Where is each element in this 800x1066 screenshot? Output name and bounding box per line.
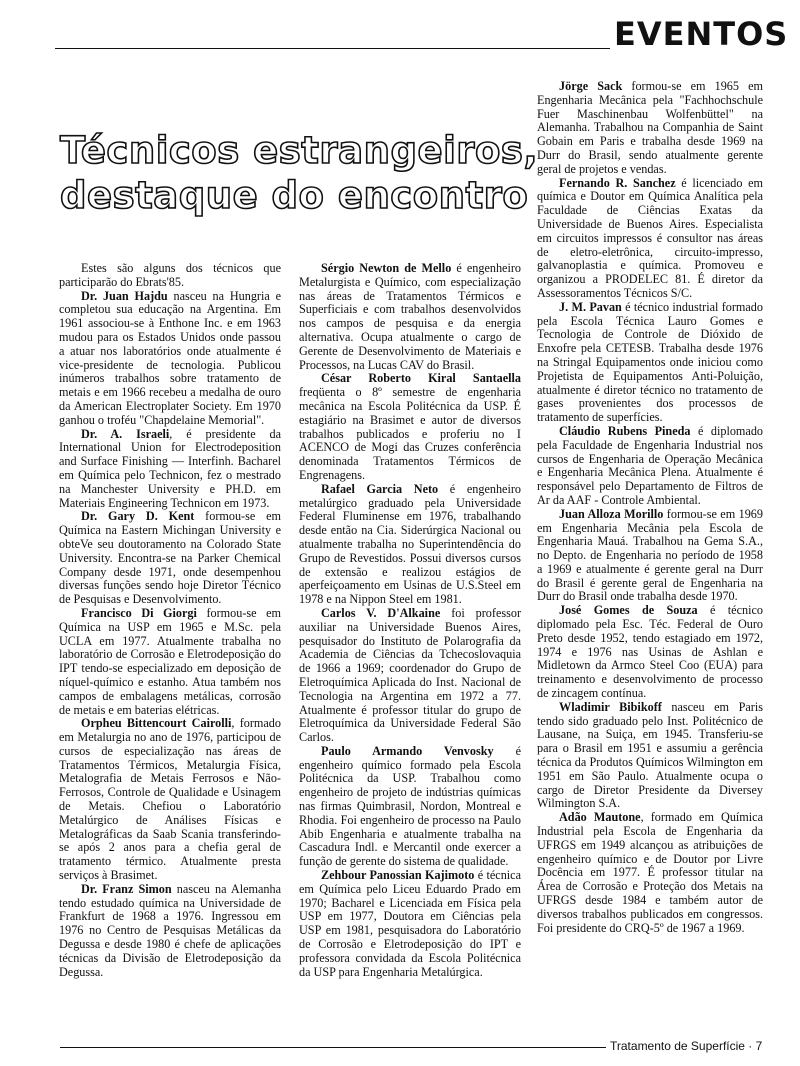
person-name: Dr. Franz Simon (81, 881, 172, 896)
bio-paragraph (537, 301, 763, 425)
bio-text: é engenheiro Metalurgista e Químico, com especialização nas áreas de Tratamentos Térmicos e Superficiais e com trabalhos desenvolvidos nos campos de pesquisa e da energia alternativa. Ocupa atualmente o cargo de Gerente de Desenvolvimento de Materiais e Processos, na Lucas CAV do Brasil. (299, 261, 521, 372)
person-name: Dr. A. Israeli (81, 426, 170, 441)
footer-rule (60, 1047, 606, 1048)
person-name: Carlos V. D'Alkaine (321, 605, 441, 620)
person-name: Rafael Garcia Neto (321, 481, 439, 496)
bio-text: é licenciado em química e Doutor em Química Analítica pela Faculdade de Ciências Exatas da Universidade de Buenos Aires. Especialista em circuitos impressos é consultor nas áreas de eletro-eletrônica, circuito-impresso, galvanoplastia e química. Promoveu e organizou a PRODELEC 81. É diretor da Assessoramentos Técnicos S/C. (537, 175, 763, 300)
bio-text: formou-se em Química na USP em 1965 e M.Sc. pela UCLA em 1977. Atualmente trabalha no laboratório de Corrosão e Eletrodeposição do IPT tendo-se especializado em deposição de níquel-químico e estanho. Atua também nos campos de embalagens metálicas, corrosão de metais e em baterias elétricas. (59, 605, 281, 717)
bio-text: , formado em Química Industrial pela Escola de Engenharia da UFRGS em 1949 alcançou as atribuições de engenheiro químico e de Doutor por Livre Docência em 1977. É professor titular na Área de Corrosão e Proteção dos Metais na UFRGS desde 1984 e também autor de diversos trabalhos publicados em congressos. Foi presidente do CRQ-5º de 1967 a 1969. (537, 810, 763, 935)
bio-paragraph (537, 701, 763, 811)
page-footer: Tratamento de Superfície · 7 (610, 1039, 763, 1053)
bio-text: nasceu em Paris tendo sido graduado pelo Inst. Politécnico de Lausane, na Suiça, em 1945. Transferiu-se para o Brasil em 1951 e assumiu a gerência técnica da Produtos Químicos Wilmington em 1951 em São Paulo. Atualmente ocupa o cargo de Diretor Presidente da Diversey Wilmington S.A. (537, 699, 763, 811)
headline-line-1: Técnicos estrangeiros, (60, 129, 538, 172)
bio-paragraph (59, 428, 281, 511)
header-rule (55, 48, 610, 49)
person-name: Jörge Sack (559, 79, 623, 93)
bio-text: foi professor auxiliar na Universidade Buenos Aires, pesquisador do Instituto de Polarografia da Academia de Ciências da Tchecoslovaquia de 1966 a 1969; coordenador do Grupo de Eletroquímica Aplicada do Inst. Nacional de Tecnologia na Argentina em 1972 a 77. Atualmente é professor titular do grupo de Eletroquímica da Universidade Federal São Carlos. (299, 605, 522, 745)
bio-paragraph (59, 607, 281, 717)
bio-paragraph (537, 177, 763, 301)
person-name: Dr. Juan Hajdu (81, 288, 168, 303)
person-name: Juan Alloza Morillo (559, 506, 664, 521)
bio-paragraph (537, 425, 763, 508)
person-name: Orpheu Bittencourt Cairolli (81, 716, 232, 731)
bio-text: é técnico diplomado pela Esc. Téc. Federal de Ouro Preto desde 1952, tendo estagiado em 1972, 1974 e 1976 nas Usinas de Ashlan e Midletown da Armco Steel Coo (EUA) para treinamento e desenvolvimento de processo de zincagem contínua. (537, 603, 763, 701)
bio-text: formou-se em Química na Eastern Michingan University e obteVe seu doutoramento na Colorado State University. Encontra-se na Parker Chemical Company desde 1971, onde desempenhou diversas funções sendo hoje Diretor Técnico de Pesquisas e Desenvolvimento. (59, 509, 281, 607)
bio-text: formou-se em 1969 em Engenharia Mecânia pela Escola de Engenharia Mauá. Trabalhou na Gema S.A., no Depto. de Engenharia no período de 1958 a 1969 e atualmente é gerente geral na Durr do Brasil é gerente geral de Engenharia na Durr do Brasil onde trabalha desde 1970. (537, 506, 763, 604)
bio-paragraph (299, 869, 521, 979)
bio-text: é técnico industrial formado pela Escola Técnica Lauro Gomes e Tecnologia de Controle de Dióxido de Enxofre pela CETESB. Trabalha desde 1976 na Stringal Equipamentos onde iniciou como Projetista de Equipamentos Anti-Poluição, atualmente é diretor técnico no tratamento de gases provenientes dos processos de tratamento de superfícies. (537, 299, 763, 425)
bio-paragraph (537, 811, 763, 935)
bio-text: , é presidente da International Union for Electrodeposition and Surface Finishing — Interfinh. Bacharel em Química pelo Technicon, fez o mestrado na Manchester University e PH.D. em Materiais Engineering Technicon em 1973. (59, 426, 282, 510)
person-name: Fernando R. Sanchez (559, 175, 676, 190)
bio-text: é engenheiro químico formado pela Escola Politécnica da USP. Trabalhou como engenheiro de projeto de indústrias químicas nas firmas Quimbrasil, Nordon, Montreal e Rhodia. Foi engenheiro de processo na Paulo Abib Engenharia e atualmente trabalha na Cascadura Indl. e Mercantil onde exercer a função de gerente do sistema de qualidade. (299, 743, 521, 869)
headline-line-2: destaque do encontro (60, 174, 529, 217)
bio-text: é engenheiro metalúrgico graduado pela Universidade Federal Fluminense em 1976, trabalhando desde então na Cia. Siderúrgica Nacional ou atualmente trabalha no Superintendência do Grupo de Revestidos. Possui diversos cursos de extensão e realizou estágios de aperfeiçoamento em Usinas de U.S.Steel em 1978 e na Nippon Steel em 1981. (299, 481, 521, 607)
bio-text: é diplomado pela Faculdade de Engenharia Industrial nos cursos de Engenharia de Operação Mecânica e Engenharia Mecânica Plena. Atualmente é responsável pelo Departamento de Filtros de Ar da AAF - Controle Ambiental. (537, 423, 764, 507)
text-column-2 (299, 262, 521, 979)
person-name: César Roberto Kiral Santaella (321, 371, 521, 386)
bio-paragraph (299, 607, 521, 745)
bio-paragraph (299, 372, 521, 482)
text-column-1 (59, 262, 281, 979)
bio-paragraph (299, 745, 521, 869)
bio-text: freqüenta o 8º semestre de engenharia mecânica na Escola Politécnica da USP. É estagiário na Brasimet e autor de diversos trabalhos publicados e proferiu no I ACENCO de Mogi das Cruzes conferência denominada Tratamentos Térmicos de Engrenagens. (299, 385, 521, 482)
bio-paragraph (59, 262, 281, 290)
bio-text: nasceu na Hungria e completou sua educação na Argentina. Em 1961 associou-se à Enthone Inc. e em 1963 mudou para os Estados Unidos onde passou a atuar nos laboratórios onde atualmente é vice-presidente de tecnologia. Publicou inúmeros trabalhos sobre tratamento de metais e em 1966 recebeu a medalha de ouro da American Electroplater Society. Em 1970 ganhou o troféu "Chapdelaine Memorial". (59, 288, 281, 427)
person-name: J. M. Pavan (559, 299, 622, 314)
person-name: Cláudio Rubens Pineda (559, 423, 691, 438)
bio-text: , formado em Metalurgia no ano de 1976, participou de cursos de especialização nas áreas de Tratamentos Térmicos, Metalurgia Física, Metalografia de Metais Ferrosos e Não-Ferrosos, Controle de Qualidade e Usinagem de Metais. Chefiou o Laboratório Metalúrgico de Análises Físicas e Metalográficas da Saab Scania transferindo-se após 2 anos para a chefia geral de tratamento térmico. Atualmente presta serviços à Brasimet. (59, 716, 281, 883)
article-headline (60, 128, 538, 218)
person-name: José Gomes de Souza (559, 603, 698, 618)
bio-text: é técnica em Química pelo Liceu Eduardo Prado em 1970; Bacharel e Licenciada em Física pela USP em 1977, Doutora em Ciências pela USP em 1981, pesquisadora do Laboratório de Corrosão e Eletrodeposição do IPT e professora convidada da Escola Politécnica da USP para Engenharia Metalúrgica. (299, 868, 521, 979)
bio-paragraph (537, 80, 763, 177)
bio-paragraph (537, 604, 763, 701)
person-name: Paulo Armando Venvosky (321, 743, 494, 758)
bio-paragraph (59, 717, 281, 883)
person-name: Dr. Gary D. Kent (81, 509, 195, 524)
person-name: Francisco Di Giorgi (81, 605, 197, 620)
bio-text: Estes são alguns dos técnicos que participarão do Ebrats'85. (59, 261, 281, 289)
person-name: Zehbour Panossian Kajimoto (321, 868, 475, 883)
bio-paragraph (299, 483, 521, 607)
bio-paragraph (59, 290, 281, 428)
bio-paragraph (59, 883, 281, 980)
section-label: EVENTOS (614, 15, 789, 53)
bio-text: nasceu na Alemanha tendo estudado química na Universidade de Frankfurt de 1968 a 1976. Ingressou em 1976 no Centro de Pesquisas Metálicas da Degussa e desde 1980 é chefe de aplicações técnicas da Divisão de Eletrodeposição da Degussa. (59, 881, 281, 979)
bio-paragraph (537, 508, 763, 605)
person-name: Adão Mautone (559, 810, 641, 825)
bio-paragraph (59, 510, 281, 607)
bio-text: formou-se em 1965 em Engenharia Mecânica pela "Fachhochschule Fuer Maschinenbau Wolfenbüttel" na Alemanha. Trabalhou na Companhia de Saint Gobain em Paris e trabalha desde 1969 na Durr do Brasil, sendo atualmente gerente geral de projetos e vendas. (537, 79, 763, 176)
person-name: Sérgio Newton de Mello (321, 261, 452, 275)
text-column-3 (537, 80, 763, 935)
person-name: Wladimir Bibikoff (559, 699, 662, 714)
bio-paragraph (299, 262, 521, 372)
